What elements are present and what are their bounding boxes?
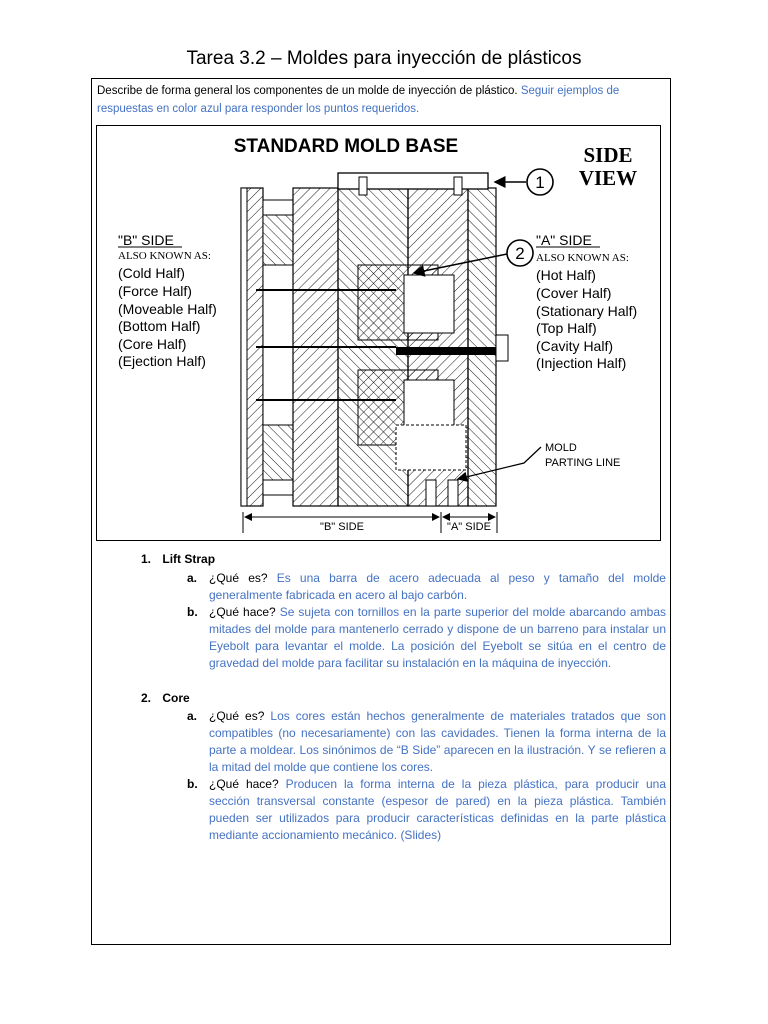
b-side-heading: "B" SIDE [118,232,174,248]
item-answer: Los cores están hechos generalmente de materiales tratados que son compatibles (no necesariamente) con las cavidades. Tienen la forma interna de la parte a moldear. Los sinónimos de “B Side” aparecen en la ilustración. Y se refieren a la mitad del molde que contiene los cores. [209,709,666,775]
item-question: ¿Qué hace? [209,605,276,619]
item-letter: b. [187,605,198,619]
item-question: ¿Qué es? [209,709,265,723]
figure-title: STANDARD MOLD BASE [233,136,459,157]
side-label: SIDE [583,143,633,167]
mold-drawing [241,173,508,506]
b-side-aka: ALSO KNOWN AS: [118,250,211,262]
mold-base-figure [96,125,661,541]
b-side-name: (Moveable Half) [118,301,217,317]
b-side-name: (Force Half) [118,283,192,299]
parting-line-label: MOLD [545,442,577,454]
a-side-name: (Hot Half) [536,267,596,283]
instructions-text: Describe de forma general los componentes de un molde de inyección de plástico. [97,85,518,97]
instructions-blue-text: Seguir ejemplos de respuestas en color azul para responder los puntos requeridos. [97,85,620,115]
a-side-dim-label: "A" SIDE [447,521,491,533]
b-side-dim-label: "B" SIDE [320,521,364,533]
a-side-name: (Cavity Half) [536,338,614,354]
item-answer: Producen la forma interna de la pieza plástica, para producir una sección transversal constante (espesor de pared) en la pieza plástica. También pueden ser utilizados para producir características definidas en la parte plástica mediante accionamiento mecánico. (Slides) [209,777,666,843]
view-label: VIEW [578,166,638,190]
question-2-heading [141,690,190,707]
b-side-name: (Cold Half) [118,265,185,281]
item-letter: a. [187,709,198,723]
a-side-name: (Cover Half) [536,285,612,301]
b-side-name: (Bottom Half) [118,318,201,334]
question-label: Lift Strap [162,552,216,566]
callout-1-number: 1 [535,173,545,192]
a-side-heading: "A" SIDE [536,232,592,248]
item-letter: b. [187,777,198,791]
question-1-a [187,570,666,604]
question-number: 2. [141,691,152,705]
question-label: Core [162,691,190,705]
question-number: 1. [141,552,152,566]
instructions [97,82,665,118]
parting-line-label: PARTING LINE [545,457,621,469]
a-side-name: (Top Half) [536,320,597,336]
document-title: Tarea 3.2 – Moldes para inyección de plásticos [186,48,582,69]
question-1-b [187,604,667,672]
a-side-name: (Injection Half) [536,355,627,371]
item-answer: Es una barra de acero adecuada al peso y tamaño del molde generalmente fabricada en acero al bajo carbón. [209,571,666,603]
question-2-a [187,708,666,776]
item-answer: Se sujeta con tornillos en la parte superior del molde abarcando ambas mitades del molde para mantenerlo cerrado y dispone de un barreno para instalar un Eyebolt para levantar el molde. La posición del Eyebolt se sitúa en el centro de gravedad del molde para facilitar su instalación en la máquina de inyección. [209,605,667,671]
b-side-name: (Ejection Half) [118,353,206,369]
a-side-name: (Stationary Half) [536,303,638,319]
callout-2-number: 2 [515,244,525,263]
question-2-b [187,776,666,844]
item-question: ¿Qué hace? [209,777,279,791]
b-side-name: (Core Half) [118,336,187,352]
item-letter: a. [187,571,198,585]
item-question: ¿Qué es? [209,571,268,585]
question-1-heading [141,551,215,568]
a-side-aka: ALSO KNOWN AS: [536,252,629,264]
